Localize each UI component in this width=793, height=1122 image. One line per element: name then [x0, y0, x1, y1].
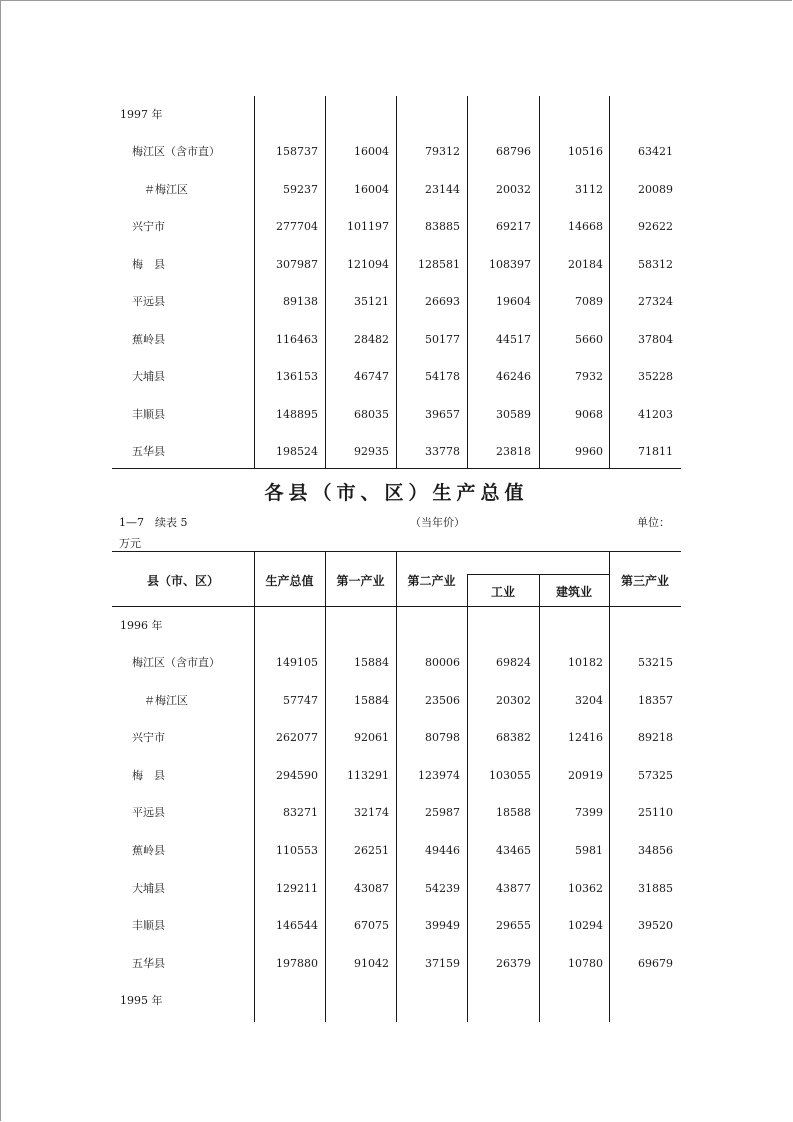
table-cell: 28482: [354, 332, 389, 346]
table-cell: 3112: [575, 182, 603, 196]
row-label: 兴宁市: [132, 220, 165, 233]
table-row: [112, 322, 681, 358]
table-cell: 89218: [638, 731, 673, 745]
table-cell: 83885: [425, 220, 460, 233]
row-label: 五华县: [132, 445, 165, 458]
table-cell: 26251: [354, 844, 389, 857]
table-cell: 41203: [638, 407, 673, 421]
table-cell: 10516: [568, 145, 603, 158]
table-cell: 54239: [425, 881, 460, 895]
header-industry: 工业: [490, 585, 515, 599]
row-label: 五华县: [132, 956, 165, 970]
table-cell: 15884: [354, 693, 389, 707]
table-cell: 148895: [276, 407, 318, 421]
table-cell: 57747: [283, 693, 318, 707]
row-label: 梅江区（含市直）: [132, 656, 220, 669]
table-cell: 9960: [575, 445, 603, 458]
table-row: [112, 645, 681, 681]
table-cell: 83271: [283, 806, 318, 820]
table-cell: 69824: [496, 656, 531, 669]
year-row: [112, 608, 681, 644]
table-cell: 39949: [425, 919, 460, 933]
table-cell: 7089: [575, 295, 603, 308]
table-cell: 27324: [638, 295, 673, 308]
row-label: 大埔县: [132, 881, 165, 895]
table-cell: 92935: [354, 445, 389, 458]
table-cell: 43087: [354, 881, 389, 895]
year-label: 1996 年: [120, 619, 163, 632]
table-cell: 10780: [568, 956, 603, 970]
table-row: [112, 758, 681, 794]
table-cell: 37159: [425, 956, 460, 970]
unit-value: 万元: [119, 537, 141, 550]
table-cell: 49446: [425, 844, 460, 857]
table-cell: 34856: [638, 844, 673, 857]
row-label: 蕉岭县: [132, 844, 165, 857]
table-cell: 12416: [568, 731, 603, 745]
row-label: 梅 县: [132, 768, 165, 782]
table-cell: 23818: [496, 445, 531, 458]
price-note: （当年价）: [410, 516, 465, 529]
table-cell: 23506: [425, 693, 460, 707]
table-cell: 89138: [283, 295, 318, 308]
table-cell: 63421: [638, 145, 673, 158]
table-cell: 20302: [496, 693, 531, 707]
table-cell: 108397: [489, 257, 531, 271]
table-cell: 59237: [283, 182, 318, 196]
table-cell: 294590: [276, 768, 318, 782]
table-cell: 43465: [496, 844, 531, 857]
page-title: 各县（市、区）生产总值: [264, 482, 529, 504]
table-cell: 79312: [425, 145, 460, 158]
table-cell: 31885: [638, 881, 673, 895]
table-cell: 67075: [354, 919, 389, 933]
row-label: 梅江区（含市直）: [132, 145, 220, 158]
table-cell: 197880: [276, 956, 318, 970]
table-cell: 198524: [276, 445, 318, 458]
table-cell: 110553: [276, 844, 318, 857]
table-cell: 71811: [638, 445, 673, 458]
header-construction: 建筑业: [555, 585, 592, 599]
table-cell: 9068: [575, 407, 603, 421]
year-row: [112, 97, 681, 133]
table-cell: 69679: [638, 956, 673, 970]
table-row: [112, 871, 681, 907]
header-primary: 第一产业: [336, 574, 385, 588]
table-row: [112, 946, 681, 982]
table-cell: 14668: [568, 220, 603, 233]
table-cell: 68382: [496, 731, 531, 745]
row-label: 丰顺县: [132, 407, 165, 421]
table-cell: 43877: [496, 881, 531, 895]
row-label: 平远县: [132, 295, 165, 308]
table-cell: 39520: [638, 919, 673, 933]
table-cell: 80798: [425, 731, 460, 745]
table-row: [112, 683, 681, 719]
table-cell: 50177: [425, 332, 460, 346]
table-cell: 136153: [276, 370, 318, 383]
table-cell: 19604: [496, 295, 531, 308]
table-row: [112, 434, 681, 470]
table-cell: 25110: [638, 806, 673, 820]
table-row: [112, 247, 681, 283]
unit-label: 单位：: [637, 516, 670, 529]
table-number: 1—7 续表 5: [119, 516, 188, 529]
table-cell: 54178: [425, 370, 460, 383]
table-cell: 69217: [496, 220, 531, 233]
table-cell: 26693: [425, 295, 460, 308]
row-label: 大埔县: [132, 370, 165, 383]
table-cell: 92061: [354, 731, 389, 745]
table-cell: 10362: [568, 881, 603, 895]
row-label: 蕉岭县: [132, 332, 165, 346]
table-cell: 44517: [496, 332, 531, 346]
table-cell: 7399: [575, 806, 603, 820]
table-cell: 35121: [354, 295, 389, 308]
table-cell: 91042: [354, 956, 389, 970]
header-region: 县（市、区）: [146, 574, 219, 588]
table-cell: 10294: [568, 919, 603, 933]
table-cell: 121094: [347, 257, 389, 271]
table-cell: 146544: [276, 919, 318, 933]
table-row: [112, 397, 681, 433]
table-cell: 262077: [276, 731, 318, 745]
table-cell: 92622: [638, 220, 673, 233]
table-cell: 15884: [354, 656, 389, 669]
table-cell: 68035: [354, 407, 389, 421]
table-cell: 128581: [418, 257, 460, 271]
table-cell: 29655: [496, 919, 531, 933]
table-cell: 277704: [276, 220, 318, 233]
row-label: ＃梅江区: [144, 693, 188, 707]
table-cell: 149105: [276, 656, 318, 669]
table-cell: 113291: [347, 768, 389, 782]
table-row: [112, 908, 681, 944]
table-cell: 30589: [496, 407, 531, 421]
year-row: [112, 983, 681, 1019]
table-row: [112, 795, 681, 831]
table-cell: 20089: [638, 182, 673, 196]
table-cell: 5660: [575, 332, 603, 346]
header-tertiary: 第三产业: [620, 574, 669, 588]
table-row: [112, 833, 681, 869]
table-cell: 10182: [568, 656, 603, 669]
row-label: 丰顺县: [132, 919, 165, 933]
table-cell: 158737: [276, 145, 318, 158]
table-cell: 25987: [425, 806, 460, 820]
table-cell: 32174: [354, 806, 389, 820]
table-row: [112, 172, 681, 208]
table-cell: 123974: [418, 768, 460, 782]
table-row: [112, 134, 681, 170]
table-cell: 116463: [276, 332, 318, 346]
table-cell: 80006: [425, 656, 460, 669]
table-cell: 18588: [496, 806, 531, 820]
table-cell: 33778: [425, 445, 460, 458]
table-row: [112, 720, 681, 756]
row-label: ＃梅江区: [144, 182, 188, 196]
table-cell: 20184: [568, 257, 603, 271]
table-cell: 5981: [575, 844, 603, 857]
table-cell: 39657: [425, 407, 460, 421]
table-cell: 307987: [276, 257, 318, 271]
table-row: [112, 284, 681, 320]
table-row: [112, 359, 681, 395]
row-label: 平远县: [132, 806, 165, 820]
table-cell: 53215: [638, 656, 673, 669]
table-cell: 58312: [638, 257, 673, 271]
table-cell: 37804: [638, 332, 673, 346]
table-cell: 20919: [568, 768, 603, 782]
table-cell: 20032: [496, 182, 531, 196]
table-cell: 35228: [638, 370, 673, 383]
table-cell: 7932: [575, 370, 603, 383]
table-cell: 68796: [496, 145, 531, 158]
table-cell: 103055: [489, 768, 531, 782]
table-cell: 26379: [496, 956, 531, 970]
table-cell: 3204: [575, 693, 603, 707]
header-secondary: 第二产业: [407, 574, 456, 588]
table-cell: 46246: [496, 370, 531, 383]
table-cell: 16004: [354, 145, 389, 158]
table-cell: 23144: [425, 182, 460, 196]
table-row: [112, 209, 681, 245]
table-cell: 16004: [354, 182, 389, 196]
year-label: 1997 年: [120, 108, 163, 121]
row-label: 梅 县: [132, 257, 165, 271]
table-cell: 129211: [276, 881, 318, 895]
year-label: 1995 年: [120, 994, 163, 1007]
header-gdp: 生产总值: [265, 574, 314, 588]
table-cell: 57325: [638, 768, 673, 782]
table-cell: 101197: [347, 220, 389, 233]
row-label: 兴宁市: [132, 731, 165, 745]
table-cell: 46747: [354, 370, 389, 383]
table-cell: 18357: [638, 693, 673, 707]
